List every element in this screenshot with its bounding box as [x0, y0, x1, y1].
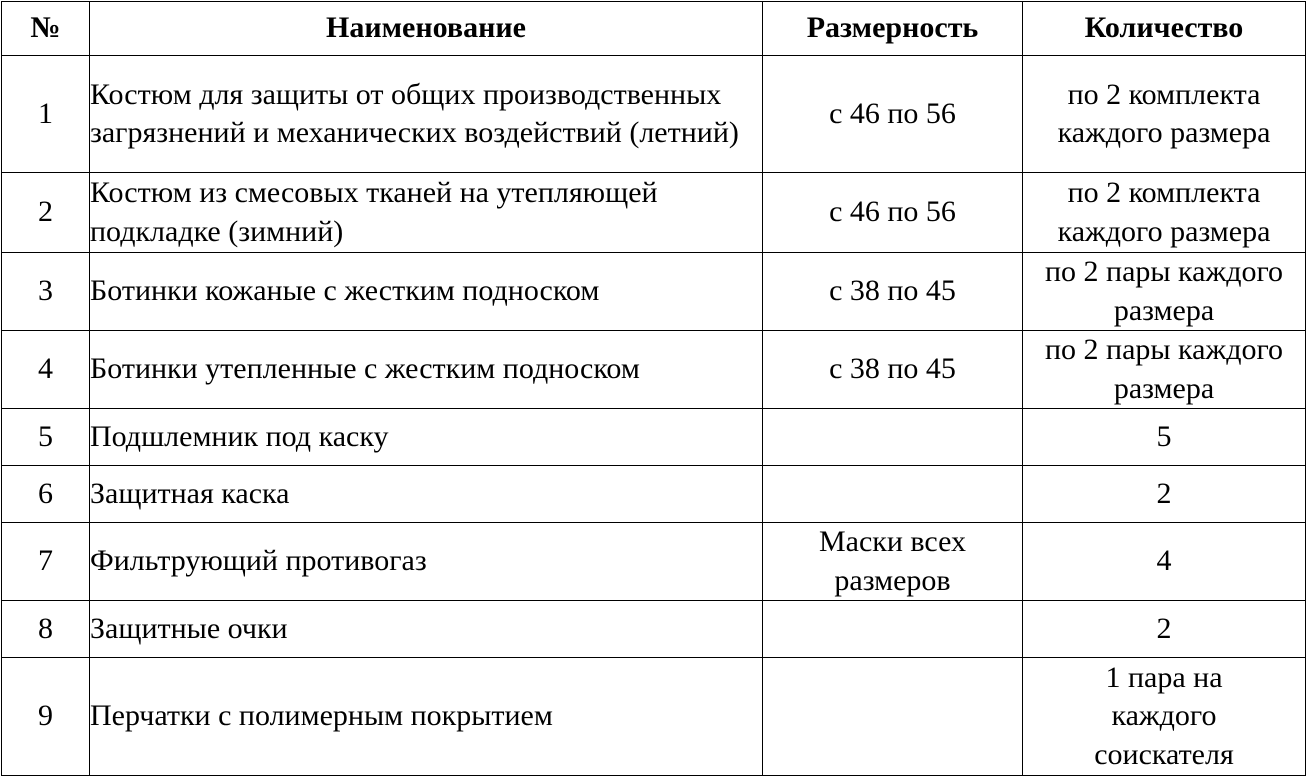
row-name: Ботинки кожаные с жестким подноском: [90, 253, 763, 331]
table-row: [2, 253, 1306, 331]
row-name: Перчатки с полимерным покрытием: [90, 658, 763, 776]
header-qty: Количество: [1023, 2, 1306, 56]
row-qty: 2: [1023, 466, 1306, 523]
row-size: с 46 по 56: [763, 173, 1023, 253]
header-size: Размерность: [763, 2, 1023, 56]
row-name: Защитная каска: [90, 466, 763, 523]
row-num: 6: [2, 466, 90, 523]
row-num: 2: [2, 173, 90, 253]
row-num: 8: [2, 601, 90, 658]
row-name: Подшлемник под каску: [90, 409, 763, 466]
row-name: Костюм для защиты от общих производственных загрязнений и механических воздействий (летний): [90, 56, 763, 173]
table-row: [2, 523, 1306, 601]
table-row: [2, 173, 1306, 253]
row-size: Маски всех размеров: [763, 523, 1023, 601]
table-row: [2, 56, 1306, 173]
row-num: 3: [2, 253, 90, 331]
row-num: 5: [2, 409, 90, 466]
row-size: с 38 по 45: [763, 331, 1023, 409]
row-name: Ботинки утепленные с жестким подноском: [90, 331, 763, 409]
table-row: [2, 466, 1306, 523]
row-num: 7: [2, 523, 90, 601]
row-num: 9: [2, 658, 90, 776]
table-row: [2, 601, 1306, 658]
row-size: с 38 по 45: [763, 253, 1023, 331]
row-qty: по 2 комплекта каждого размера: [1023, 173, 1306, 253]
equipment-table: [1, 1, 1306, 776]
row-size: [763, 601, 1023, 658]
row-size: [763, 466, 1023, 523]
row-qty: 1 пара на каждого соискателя: [1023, 658, 1306, 776]
row-qty: 2: [1023, 601, 1306, 658]
row-size: с 46 по 56: [763, 56, 1023, 173]
row-qty: по 2 пары каждого размера: [1023, 253, 1306, 331]
row-size: [763, 409, 1023, 466]
row-num: 1: [2, 56, 90, 173]
row-qty: по 2 пары каждого размера: [1023, 331, 1306, 409]
row-qty: по 2 комплекта каждого размера: [1023, 56, 1306, 173]
header-row: [2, 2, 1306, 56]
row-qty: 5: [1023, 409, 1306, 466]
table-row: [2, 409, 1306, 466]
row-name: Защитные очки: [90, 601, 763, 658]
row-qty: 4: [1023, 523, 1306, 601]
header-num: №: [2, 2, 90, 56]
table-row: [2, 331, 1306, 409]
row-name: Костюм из смесовых тканей на утепляющей подкладке (зимний): [90, 173, 763, 253]
row-size: [763, 658, 1023, 776]
row-name: Фильтрующий противогаз: [90, 523, 763, 601]
row-num: 4: [2, 331, 90, 409]
table-row: [2, 658, 1306, 776]
header-name: Наименование: [90, 2, 763, 56]
